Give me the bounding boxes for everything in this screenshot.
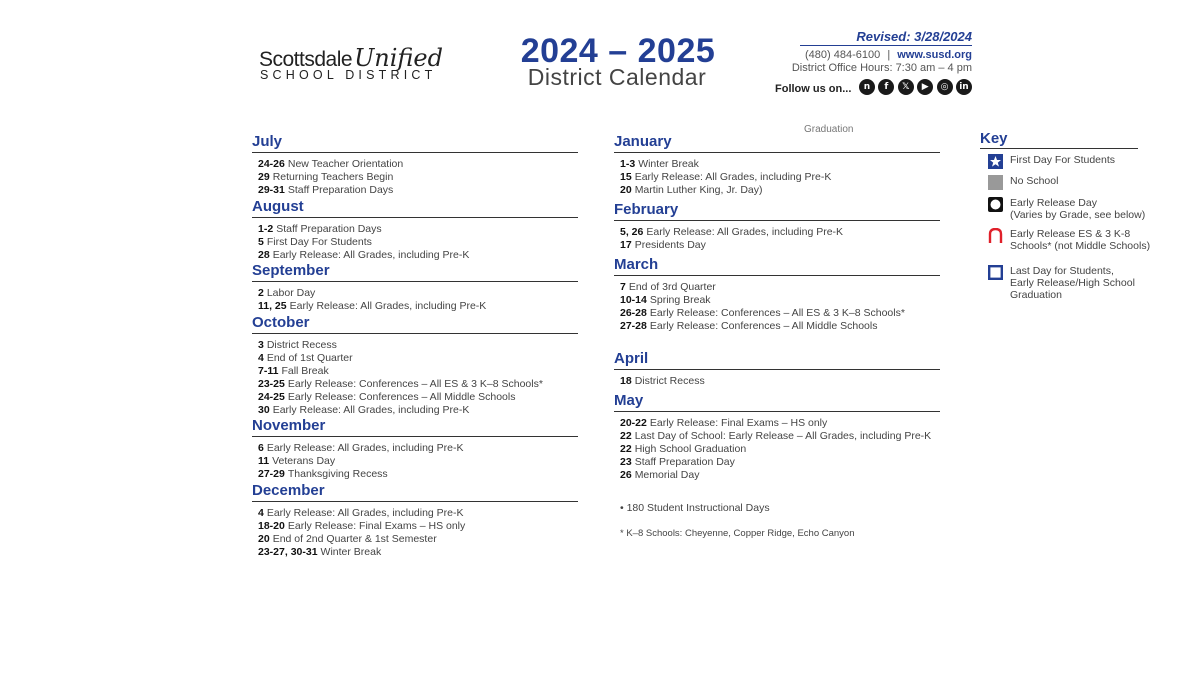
x-icon[interactable]: 𝕏 bbox=[898, 79, 914, 95]
event-item bbox=[620, 430, 940, 443]
event-item bbox=[258, 520, 578, 533]
event-date: 23 bbox=[620, 455, 632, 468]
month-december bbox=[252, 482, 578, 559]
key-divider bbox=[980, 148, 1138, 149]
key-label: Early Release Day bbox=[1010, 197, 1097, 209]
event-item bbox=[258, 184, 578, 197]
month-name: February bbox=[614, 201, 679, 218]
event-item bbox=[258, 404, 578, 417]
event-date: 22 bbox=[620, 429, 632, 442]
event-text: Spring Break bbox=[649, 293, 711, 306]
event-date: 23-25 bbox=[258, 377, 285, 390]
calendar-key bbox=[980, 130, 1170, 301]
event-item bbox=[620, 456, 940, 469]
event-text: Early Release: All Grades, including Pre-K bbox=[266, 442, 464, 454]
event-list bbox=[620, 417, 940, 482]
event-item bbox=[258, 158, 578, 171]
event-text: End of 3rd Quarter bbox=[628, 281, 716, 293]
event-date: 5, 26 bbox=[620, 226, 644, 238]
event-date: 7 bbox=[620, 281, 626, 293]
event-text: Early Release: All Grades, including Pre-K bbox=[272, 403, 470, 416]
instagram-icon[interactable]: ◎ bbox=[937, 79, 953, 95]
event-date: 4 bbox=[258, 351, 264, 364]
event-item bbox=[620, 239, 940, 252]
event-item bbox=[258, 171, 578, 184]
key-label-detail: Schools* (not Middle Schools) bbox=[1010, 240, 1151, 252]
event-item bbox=[258, 546, 578, 559]
event-text: Presidents Day bbox=[634, 238, 706, 251]
event-date: 17 bbox=[620, 238, 632, 251]
event-text: Fall Break bbox=[281, 364, 329, 377]
square-outline-icon bbox=[988, 265, 1003, 280]
gray-square-icon bbox=[988, 175, 1003, 190]
event-date: 28 bbox=[258, 248, 270, 261]
month-september bbox=[252, 262, 578, 313]
month-divider bbox=[252, 217, 578, 218]
month-divider bbox=[252, 333, 578, 334]
event-date: 26 bbox=[620, 468, 632, 481]
event-text: Early Release: All Grades, including Pre-K bbox=[266, 507, 464, 519]
event-item bbox=[258, 391, 578, 404]
event-date: 10-14 bbox=[620, 293, 647, 306]
event-date: 29-31 bbox=[258, 183, 285, 196]
month-january bbox=[614, 133, 940, 197]
month-name: August bbox=[252, 198, 304, 215]
key-title: Key bbox=[980, 130, 1008, 147]
month-divider bbox=[252, 436, 578, 437]
event-item bbox=[258, 223, 578, 236]
event-date: 20-22 bbox=[620, 417, 647, 429]
event-item bbox=[620, 417, 940, 430]
event-item bbox=[258, 287, 578, 300]
website-link[interactable]: www.susd.org bbox=[897, 49, 972, 61]
month-may bbox=[614, 392, 940, 482]
month-divider bbox=[252, 501, 578, 502]
event-text: District Recess bbox=[634, 375, 705, 387]
event-item bbox=[620, 226, 940, 239]
month-divider bbox=[614, 152, 940, 153]
event-item bbox=[258, 455, 578, 468]
month-name: April bbox=[614, 350, 649, 367]
event-text: Thanksgiving Recess bbox=[287, 467, 388, 480]
event-list bbox=[620, 375, 940, 388]
revised-date: Revised: 3/28/2024 bbox=[856, 29, 972, 44]
office-hours: District Office Hours: 7:30 am – 4 pm bbox=[791, 62, 972, 74]
event-text: Memorial Day bbox=[634, 468, 700, 481]
event-date: 23-27, 30-31 bbox=[258, 545, 318, 558]
month-name: July bbox=[252, 133, 283, 150]
month-april bbox=[614, 350, 940, 388]
event-date: 30 bbox=[258, 403, 270, 416]
event-text: Staff Preparation Day bbox=[634, 455, 735, 468]
event-text: End of 1st Quarter bbox=[266, 351, 353, 364]
event-date: 27-29 bbox=[258, 467, 285, 480]
key-label: Early Release ES & 3 K-8 bbox=[1010, 228, 1131, 240]
event-date: 5 bbox=[258, 235, 264, 248]
event-text: Staff Preparation Days bbox=[287, 183, 394, 196]
event-item bbox=[258, 365, 578, 378]
event-date: 20 bbox=[620, 183, 632, 196]
month-october bbox=[252, 314, 578, 416]
month-name: December bbox=[252, 482, 325, 499]
nextdoor-icon[interactable]: n bbox=[859, 79, 875, 95]
event-date: 20 bbox=[258, 532, 270, 545]
month-march bbox=[614, 256, 940, 333]
month-august bbox=[252, 198, 578, 262]
event-item bbox=[258, 339, 578, 352]
instructional-days-note: • 180 Student Instructional Days bbox=[620, 502, 770, 514]
social-links bbox=[859, 79, 972, 95]
event-text: District Recess bbox=[266, 339, 337, 351]
event-item bbox=[258, 352, 578, 365]
month-divider bbox=[614, 411, 940, 412]
event-text: Martin Luther King, Jr. Day) bbox=[634, 183, 763, 196]
event-item bbox=[258, 533, 578, 546]
phone-number: (480) 484-6100 bbox=[805, 49, 881, 61]
event-date: 18-20 bbox=[258, 519, 285, 532]
overlap-text: Graduation bbox=[804, 124, 854, 135]
event-date: 29 bbox=[258, 170, 270, 183]
event-list bbox=[620, 226, 940, 252]
event-text: Early Release: Conferences – All Middle Schools bbox=[649, 319, 878, 332]
event-text: Early Release: Conferences – All ES & 3 K–8 Schools* bbox=[287, 377, 543, 390]
event-text: Early Release: Final Exams – HS only bbox=[649, 417, 828, 429]
event-item bbox=[258, 442, 578, 455]
event-item bbox=[620, 294, 940, 307]
event-list bbox=[258, 442, 578, 481]
contact-separator: | bbox=[887, 49, 891, 61]
event-text: Winter Break bbox=[638, 158, 699, 170]
month-november bbox=[252, 417, 578, 481]
calendar-subtitle: District Calendar bbox=[527, 64, 707, 90]
arch-icon bbox=[988, 228, 1003, 243]
event-date: 7-11 bbox=[258, 364, 279, 377]
star-icon bbox=[988, 154, 1003, 169]
district-logo bbox=[259, 40, 449, 88]
event-item bbox=[620, 469, 940, 482]
event-item bbox=[258, 249, 578, 262]
event-text: Early Release: Conferences – All ES & 3 K–8 Schools* bbox=[649, 306, 905, 319]
event-text: Veterans Day bbox=[272, 454, 336, 467]
event-text: Staff Preparation Days bbox=[276, 223, 382, 235]
event-text: Last Day of School: Early Release – All Grades, including Pre-K bbox=[634, 429, 932, 442]
event-date: 18 bbox=[620, 375, 632, 387]
event-date: 24-25 bbox=[258, 390, 285, 403]
event-list bbox=[258, 287, 578, 313]
event-text: First Day For Students bbox=[266, 235, 372, 248]
key-label-detail: Graduation bbox=[1010, 289, 1062, 301]
month-february bbox=[614, 201, 940, 252]
event-text: Early Release: Final Exams – HS only bbox=[287, 519, 466, 532]
event-item bbox=[620, 171, 940, 184]
event-date: 3 bbox=[258, 339, 264, 351]
event-item bbox=[620, 375, 940, 388]
contact-line bbox=[805, 49, 972, 61]
month-divider bbox=[614, 220, 940, 221]
month-divider bbox=[252, 281, 578, 282]
month-name: January bbox=[614, 133, 672, 150]
event-list bbox=[620, 158, 940, 197]
event-item bbox=[258, 300, 578, 313]
event-date: 26-28 bbox=[620, 306, 647, 319]
youtube-icon[interactable]: ▶ bbox=[917, 79, 933, 95]
event-date: 15 bbox=[620, 170, 632, 183]
facebook-icon[interactable]: f bbox=[878, 79, 894, 95]
event-date: 27-28 bbox=[620, 319, 647, 332]
key-label-detail: Early Release/High School bbox=[1010, 277, 1135, 289]
key-label: First Day For Students bbox=[1010, 154, 1116, 166]
event-list bbox=[258, 339, 578, 416]
event-list bbox=[258, 223, 578, 262]
event-item bbox=[258, 378, 578, 391]
event-date: 2 bbox=[258, 287, 264, 299]
calendar-year-title: 2024 – 2025 bbox=[520, 32, 716, 70]
event-text: Early Release: All Grades, including Pre-K bbox=[272, 248, 470, 261]
logo-name: Scottsdale bbox=[259, 48, 353, 71]
event-item bbox=[258, 507, 578, 520]
follow-label: Follow us on... bbox=[775, 83, 852, 95]
event-date: 6 bbox=[258, 442, 264, 454]
key-label: Last Day for Students, bbox=[1010, 265, 1114, 277]
k8-schools-note: * K–8 Schools: Cheyenne, Copper Ridge, Echo Canyon bbox=[620, 528, 855, 539]
key-label: No School bbox=[1010, 175, 1059, 187]
event-list bbox=[258, 507, 578, 559]
event-text: End of 2nd Quarter & 1st Semester bbox=[272, 532, 437, 545]
event-item bbox=[620, 184, 940, 197]
event-item bbox=[258, 236, 578, 249]
event-text: High School Graduation bbox=[634, 442, 747, 455]
event-item bbox=[620, 443, 940, 456]
month-divider bbox=[252, 152, 578, 153]
month-name: March bbox=[614, 256, 659, 273]
month-divider bbox=[614, 275, 940, 276]
circle-icon bbox=[988, 197, 1003, 212]
month-july bbox=[252, 133, 578, 197]
event-text: Early Release: All Grades, including Pre-K bbox=[646, 226, 844, 238]
month-name: September bbox=[252, 262, 330, 279]
event-item bbox=[620, 158, 940, 171]
event-item bbox=[620, 320, 940, 333]
event-item bbox=[620, 281, 940, 294]
event-text: Returning Teachers Begin bbox=[272, 170, 394, 183]
event-date: 11, 25 bbox=[258, 299, 287, 312]
event-text: Early Release: All Grades, including Pre-K bbox=[289, 299, 487, 312]
event-date: 4 bbox=[258, 507, 264, 519]
event-date: 11 bbox=[258, 454, 270, 467]
event-list bbox=[620, 281, 940, 333]
event-text: Early Release: Conferences – All Middle Schools bbox=[287, 390, 516, 403]
month-name: November bbox=[252, 417, 326, 434]
key-label-detail: (Varies by Grade, see below) bbox=[1010, 209, 1146, 221]
event-text: Early Release: All Grades, including Pre-K bbox=[634, 170, 832, 183]
event-text: New Teacher Orientation bbox=[287, 158, 404, 170]
linkedin-icon[interactable]: in bbox=[956, 79, 972, 95]
logo-subtitle: SCHOOL DISTRICT bbox=[260, 68, 437, 82]
month-name: May bbox=[614, 392, 644, 409]
event-text: Labor Day bbox=[266, 287, 316, 299]
event-item bbox=[620, 307, 940, 320]
event-date: 1-3 bbox=[620, 158, 636, 170]
month-name: October bbox=[252, 314, 310, 331]
event-text: Winter Break bbox=[320, 545, 382, 558]
event-list bbox=[258, 158, 578, 197]
event-item bbox=[258, 468, 578, 481]
month-divider bbox=[614, 369, 940, 370]
event-date: 1-2 bbox=[258, 223, 274, 235]
revised-divider bbox=[800, 45, 972, 46]
logo-script: Unified bbox=[354, 44, 443, 72]
event-date: 22 bbox=[620, 442, 632, 455]
event-date: 24-26 bbox=[258, 158, 285, 170]
